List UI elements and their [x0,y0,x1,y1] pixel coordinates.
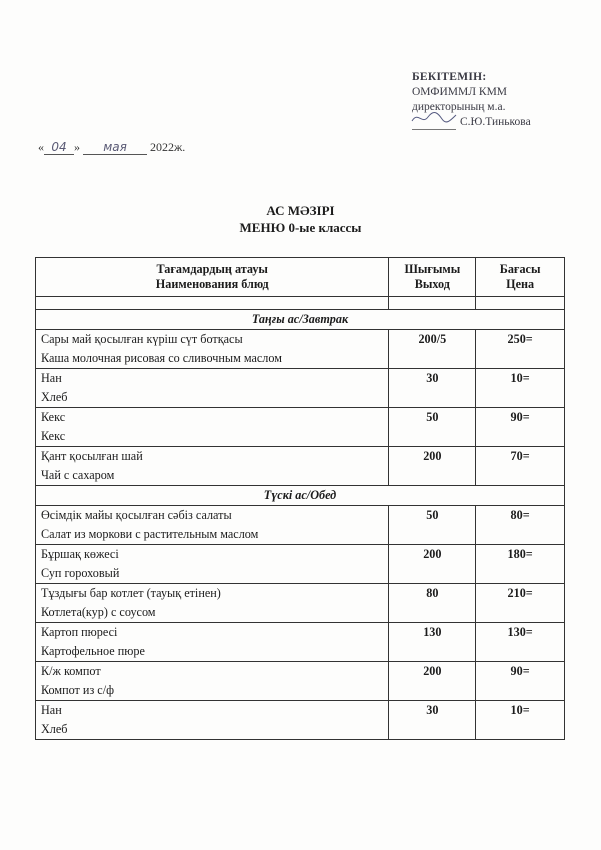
dish-output: 130 [389,623,476,662]
dish-price: 90= [476,408,565,447]
dish-name-cell [36,545,389,584]
table-row [36,584,565,623]
dish-name-cell [36,369,389,408]
dish-name-kz: Кекс [41,410,66,424]
dish-name-ru: Картофельное пюре [41,644,145,658]
dish-name-kz: Бұршақ көжесі [41,547,119,561]
dish-name-ru: Хлеб [41,390,68,404]
table-row [36,408,565,447]
dish-name-ru: Салат из моркови с растительным маслом [41,527,259,541]
dish-price: 80= [476,506,565,545]
dish-price: 10= [476,701,565,740]
dish-name-kz: Қант қосылған шай [41,449,143,463]
dish-name-kz: Өсімдік майы қосылған сәбіз салаты [41,508,232,522]
dish-name-ru: Котлета(кур) с соусом [41,605,156,619]
header-dish-name [36,258,389,297]
breakfast-items [36,330,565,486]
dish-output: 200 [389,447,476,486]
dish-price: 10= [476,369,565,408]
date-month: мая [83,140,147,155]
dish-name-kz: Нан [41,703,62,717]
table-row [36,506,565,545]
section-title-lunch: Түскі ас/Обед [36,486,565,506]
menu-table [35,257,565,740]
table-row [36,701,565,740]
dish-price: 130= [476,623,565,662]
dish-name-kz: Нан [41,371,62,385]
dish-price: 70= [476,447,565,486]
dish-output: 200 [389,662,476,701]
dish-name-cell [36,330,389,369]
approval-org: ОМФИММЛ КММ [412,86,508,98]
dish-name-cell [36,623,389,662]
date-open-quote: « [38,140,44,154]
table-row [36,447,565,486]
dish-name-ru: Хлеб [41,722,68,736]
dish-output: 200 [389,545,476,584]
table-row [36,545,565,584]
dish-name-ru: Каша молочная рисовая со сливочным маслом [41,351,282,365]
date-close-quote: » [74,140,80,154]
date-day: 04 [44,140,74,155]
dish-name-ru: Компот из с/ф [41,683,114,697]
table-row [36,330,565,369]
header-price-ru: Цена [506,277,535,291]
approval-block [412,70,531,130]
dish-name-cell [36,662,389,701]
document-date [38,140,185,155]
dish-name-kz: Тұздығы бар котлет (тауық етінен) [41,586,221,600]
header-name-ru: Наименования блюд [155,277,269,291]
dish-price: 250= [476,330,565,369]
dish-name-cell [36,447,389,486]
header-price [476,258,565,297]
approval-role: директорының м.а. [412,101,506,113]
dish-name-ru: Суп гороховый [41,566,120,580]
section-breakfast [36,310,565,330]
dish-price: 210= [476,584,565,623]
spacer-row [36,297,565,310]
table-row [36,369,565,408]
dish-output: 30 [389,369,476,408]
dish-name-cell [36,701,389,740]
header-output [389,258,476,297]
header-output-kz: Шығымы [404,262,461,276]
dish-output: 30 [389,701,476,740]
menu-heading-kz: АС МӘЗІРІ [266,203,335,218]
table-row [36,662,565,701]
dish-name-ru: Чай с сахаром [41,468,115,482]
approval-title: БЕКІТЕМІН: [412,71,487,83]
dish-output: 200/5 [389,330,476,369]
section-title-breakfast: Таңғы ас/Завтрак [36,310,565,330]
approval-signatory: С.Ю.Тинькова [460,116,531,128]
section-lunch [36,486,565,506]
dish-name-kz: К/ж компот [41,664,101,678]
dish-name-ru: Кекс [41,429,66,443]
dish-output: 50 [389,408,476,447]
header-price-kz: Бағасы [499,262,541,276]
header-output-ru: Выход [414,277,450,291]
header-name-kz: Тағамдардың атауы [156,262,268,276]
signature-line [412,115,531,130]
dish-name-kz: Сары май қосылған күріш сүт ботқасы [41,332,243,346]
lunch-items [36,506,565,740]
dish-price: 90= [476,662,565,701]
table-header-row [36,258,565,297]
dish-output: 50 [389,506,476,545]
table-row [36,623,565,662]
signature-scribble [412,115,456,130]
menu-heading-ru: МЕНЮ 0-ые классы [239,220,362,235]
dish-name-cell [36,506,389,545]
date-year: 2022ж. [150,140,186,154]
dish-output: 80 [389,584,476,623]
dish-name-cell [36,584,389,623]
dish-price: 180= [476,545,565,584]
dish-name-cell [36,408,389,447]
dish-name-kz: Картоп пюресі [41,625,118,639]
